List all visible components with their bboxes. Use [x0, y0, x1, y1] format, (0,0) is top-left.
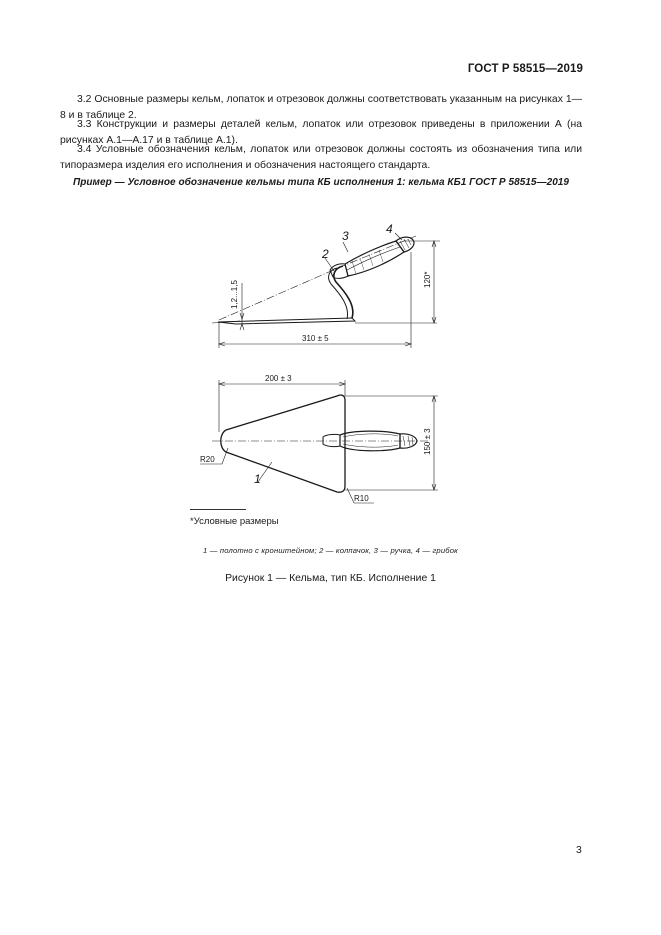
paragraph-3-4-text: 3.4 Условные обозначения кельм, лопаток или отрезовок должны состоять из обозначения типа или типоразмера изделия его исполнения и обозначения настоящего стандарта.	[60, 144, 582, 171]
dim-width-top: 150 ± 3	[423, 428, 432, 455]
figure-caption: Рисунок 1 — Кельма, тип КБ. Исполнение 1	[225, 573, 436, 584]
dim-radius-corner: R10	[354, 494, 369, 503]
dim-length-side: 310 ± 5	[302, 334, 329, 343]
side-view-handle	[345, 241, 404, 276]
dim-radius-tip: R20	[200, 455, 215, 464]
top-view-blade	[221, 395, 345, 492]
page-number: 3	[576, 845, 582, 856]
paragraph-3-3-text: 3.3 Конструкции и размеры деталей кельм, лопаток или отрезовок приведены в приложении А (на рисунках А.1—А.17 и в таблице А.1).	[60, 119, 582, 146]
top-view	[200, 380, 438, 503]
dim-length-top: 200 ± 3	[265, 374, 292, 383]
example-designation: Пример — Условное обозначение кельмы типа КБ исполнения 1: кельма КБ1 ГОСТ Р 58515—2019	[72, 177, 570, 188]
figure-legend: 1 — полотно с кронштейном; 2 — колпачок, 3 — ручка, 4 — грибок	[203, 546, 458, 555]
callout-3: 3	[342, 229, 349, 243]
footnote: *Условные размеры	[190, 516, 279, 527]
callout-1: 1	[254, 472, 261, 486]
side-view-bracket	[334, 266, 353, 318]
standard-header: ГОСТ Р 58515—2019	[467, 63, 583, 75]
top-view-cap	[323, 434, 340, 446]
paragraph-3-2-text: 3.2 Основные размеры кельм, лопаток и отрезовок должны соответствовать указанным на рисунках 1—8 и в таблице 2.	[60, 94, 582, 121]
dim-height-side: 120*	[423, 271, 432, 288]
callout-2: 2	[322, 247, 329, 261]
dim-offset: 1,2...1,5	[230, 280, 239, 309]
footnote-rule	[190, 509, 246, 510]
callout-4: 4	[386, 222, 393, 236]
